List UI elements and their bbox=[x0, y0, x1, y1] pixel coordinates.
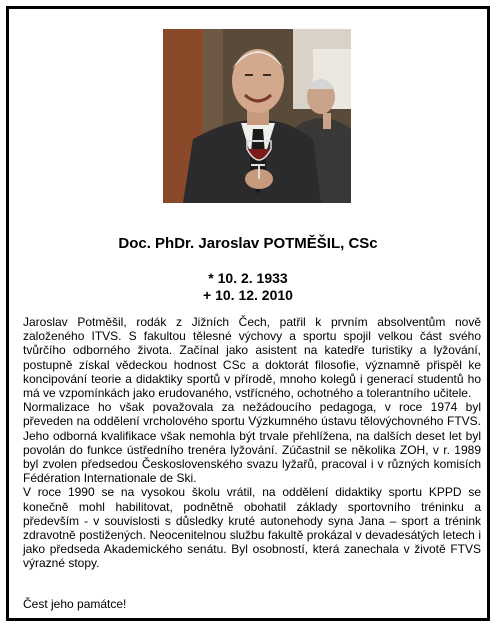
death-date: + 10. 12. 2010 bbox=[203, 287, 293, 303]
bio-paragraph: Jaroslav Potměšil, rodák z Jižních Čech, patřil k prvním absolventům nově založeného ITVS. S fakultou tělesné výchovy a sportu spojil velkou část svého tvůrčího odborného života. Začínal jako asistent na katedře turistiky a lyžování, postupně získal vědeckou hodnost CSc a doktorát filosofie, významně přispěl ke koncipování teorie a didaktiky sportů v přírodě, mnoho kolegů i generací studentů ho má ve vzpomínkách jako erudovaného, vstřícného, ochotného a tolerantního učitele. bbox=[23, 315, 481, 401]
person-name: Doc. PhDr. Jaroslav POTMĚŠIL, CSc bbox=[118, 235, 378, 252]
biography bbox=[23, 315, 481, 571]
life-dates bbox=[9, 270, 487, 304]
closing-tribute: Čest jeho památce! bbox=[23, 597, 127, 611]
portrait-photo bbox=[163, 29, 351, 203]
bio-paragraph: V roce 1990 se na vysokou školu vrátil, na oddělení didaktiky sportu KPPD se konečně mohl habilitovat, podnětně obohatil základy sportovního tréninku a především - v souvislosti s důsledky kruté autonehody syna Jana – sport a trénink zdravotně postižených. Neocenitelnou službu fakultě prokázal v devadesátých letech i jako předseda Akademického senátu. Byl osobností, která zanechala v životě FTVS výrazné stopy. bbox=[23, 485, 481, 571]
obituary-frame bbox=[6, 6, 490, 621]
bio-paragraph: Normalizace ho však považovala za nežádoucího pedagoga, v roce 1974 byl převeden na oddělení vrcholového sportu Výzkumného ústavu tělovýchovného FTVS. Jeho odborná kvalifikace však nemohla být trvale přehlížena, na dalších deset let byl povolán do funkce ústředního trenéra lyžování. Zúčastnil se několika ZOH, v r. 1989 byl zvolen předsedou Československého svazu lyžařů, pracoval i v různých komisích Fédération Internationale de Ski. bbox=[23, 400, 481, 486]
birth-date: * 10. 2. 1933 bbox=[208, 270, 288, 286]
